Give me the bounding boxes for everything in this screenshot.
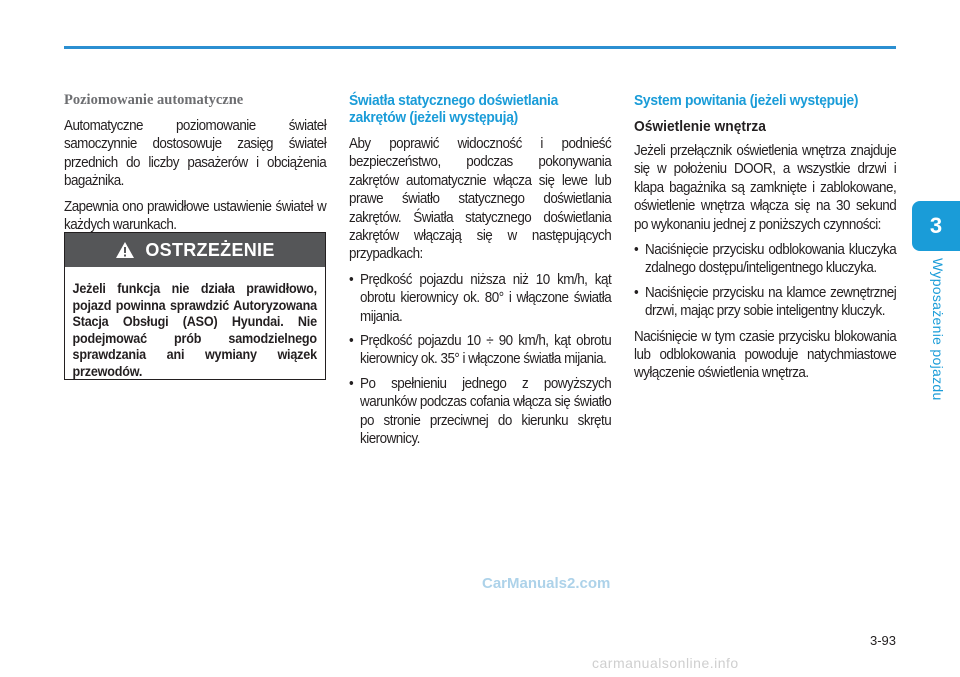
list-item: • Naciśnięcie przycisku odblokowania kluczyka zdalnego dostępu/inteligentnego kluczyka. xyxy=(634,241,896,278)
subheading-interior-light: Oświetlenie wnętrza xyxy=(634,118,766,135)
heading-auto-leveling: Poziomowanie automatyczne xyxy=(64,92,244,108)
page-number: 3-93 xyxy=(869,633,896,648)
paragraph-interior-light-1: Jeżeli przełącznik oświetlenia wnętrza znajduje się w położeniu DOOR, a wszystkie drzwi i klapa bagażnika są zamknięte i zablokowane, oświetlenie wnętrza włącza się na 30 sekund po wykonaniu jednej z poniższych czynności: xyxy=(634,143,897,233)
chapter-number: 3 xyxy=(929,213,943,238)
chapter-title: Wyposażenie pojazdu xyxy=(930,258,946,401)
paragraph-interior-light-2: Naciśnięcie w tym czasie przycisku blokowania lub odblokowania powoduje natychmiastowe wyłączenie oświetlenia wnętrza. xyxy=(634,328,897,382)
warning-header xyxy=(65,233,325,267)
chapter-tab[interactable] xyxy=(912,201,960,251)
watermark: CarManuals2.com xyxy=(482,575,611,592)
top-rule xyxy=(64,46,896,49)
list-item: • Prędkość pojazdu niższa niż 10 km/h, kąt obrotu kierownicy ok. 80° i włączone światła mijania. xyxy=(349,271,611,326)
warning-box xyxy=(64,232,326,380)
list-item: • Po spełnieniu jednego z powyższych warunków podczas cofania włącza się światło po stronie przeciwnej do kierunku skrętu kierownicy. xyxy=(349,375,611,449)
list-item: • Prędkość pojazdu 10 ÷ 90 km/h, kąt obrotu kierownicy ok. 35° i włączone światła mijania. xyxy=(349,332,611,369)
footer-watermark: carmanualsonline.info xyxy=(592,655,739,671)
interior-light-list xyxy=(634,241,896,321)
heading-welcome-system: System powitania (jeżeli występuje) xyxy=(634,92,859,109)
list-item: • Naciśnięcie przycisku na klamce zewnętrznej drzwi, mając przy sobie inteligentny kluczyk. xyxy=(634,284,896,321)
paragraph-auto-leveling-2: Zapewnia ono prawidłowe ustawienie świateł w każdych warunkach. xyxy=(64,198,327,234)
cornering-lamps-list xyxy=(349,271,611,449)
welcome-system-body xyxy=(634,142,896,383)
heading-cornering-lamps: Światła statycznego doświetlania zakrętów (jeżeli występują) xyxy=(349,92,558,126)
warning-title: OSTRZEŻENIE xyxy=(145,239,275,260)
warning-text: Jeżeli funkcja nie działa prawidłowo, pojazd powinna sprawdzić Autoryzowana Stacja Obsługi (ASO) Hyundai. Nie podejmować prób samodzielnego sprawdzania ani wymiany wiązek przewodów. xyxy=(72,281,317,379)
column-3 xyxy=(634,92,896,383)
cornering-lamps-body xyxy=(349,135,611,449)
column-1 xyxy=(64,92,326,241)
warning-triangle-icon xyxy=(115,241,135,259)
paragraph-cornering-lamps: Aby poprawić widoczność i podnieść bezpieczeństwo, podczas pokonywania zakrętów automatycznie włącza się lewe lub prawe światło statycznego doświetlania zakrętów. Światła statycznego doświetlania zakrętów włączają się w następujących przypadkach: xyxy=(349,136,612,263)
column-2 xyxy=(349,92,611,456)
paragraph-auto-leveling-1: Automatyczne poziomowanie świateł samoczynnie dostosowuje zasięg świateł przednich do liczby pasażerów i obciążenia bagażnika. xyxy=(64,118,327,190)
